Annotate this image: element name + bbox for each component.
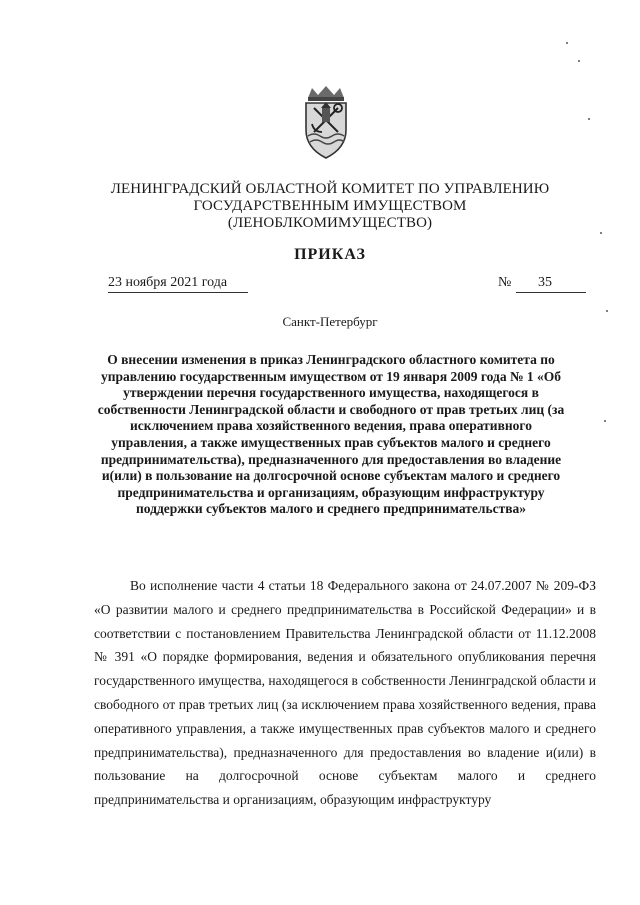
org-name-line-2: ГОСУДАРСТВЕННЫМ ИМУЩЕСТВОМ [193,198,467,214]
order-subject: О внесении изменения в приказ Ленинградского областного комитета по управлению государственным имуществом от 19 января 2009 года № 1 «Об утверждении перечня государственного имущества, находящегося в собственности Ленинградской области и свободного от прав третьих лиц (за исключением права хозяйственного ведения, права оперативного управления, а также имущественных прав субъектов малого и среднего предпринимательства), предназначенного для предоставления во владение и(или) в пользование на долгосрочной основе субъектам малого и среднего предпринимательства и организациям, образующим инфраструктуру поддержки субъектов малого и среднего предпринимательства» [97,352,565,517]
coat-of-arms-icon [300,86,352,160]
order-body-paragraph: Во исполнение части 4 статьи 18 Федерального закона от 24.07.2007 № 209-ФЗ «О развитии малого и среднего предпринимательства в Российской Федерации» и в соответствии с постановлением Правительства Ленинградской области от 11.12.2008 № 391 «О порядке формирования, ведения и обязательного опубликования перечня государственного имущества, находящегося в собственности Ленинградской области и свободного от прав третьих лиц (за исключением права хозяйственного ведения, права оперативного управления, а также имущественных прав субъектов малого и среднего предпринимательства), предназначенного для предоставления во владение и(или) в пользование на долгосрочной основе субъектам малого и среднего предпринимательства и организациям, образующим инфраструктуру [94,578,596,808]
city-name: Санкт-Петербург [282,314,378,329]
document-type-title: ПРИКАЗ [294,246,366,263]
org-name-line-1: ЛЕНИНГРАДСКИЙ ОБЛАСТНОЙ КОМИТЕТ ПО УПРАВЛЕНИЮ [110,181,550,197]
number-sign: № [498,275,512,290]
org-name-line-3: (ЛЕНОБЛКОМИМУЩЕСТВО) [227,215,433,231]
order-date: 23 ноября 2021 года [108,275,248,293]
order-number: 35 [516,275,586,293]
